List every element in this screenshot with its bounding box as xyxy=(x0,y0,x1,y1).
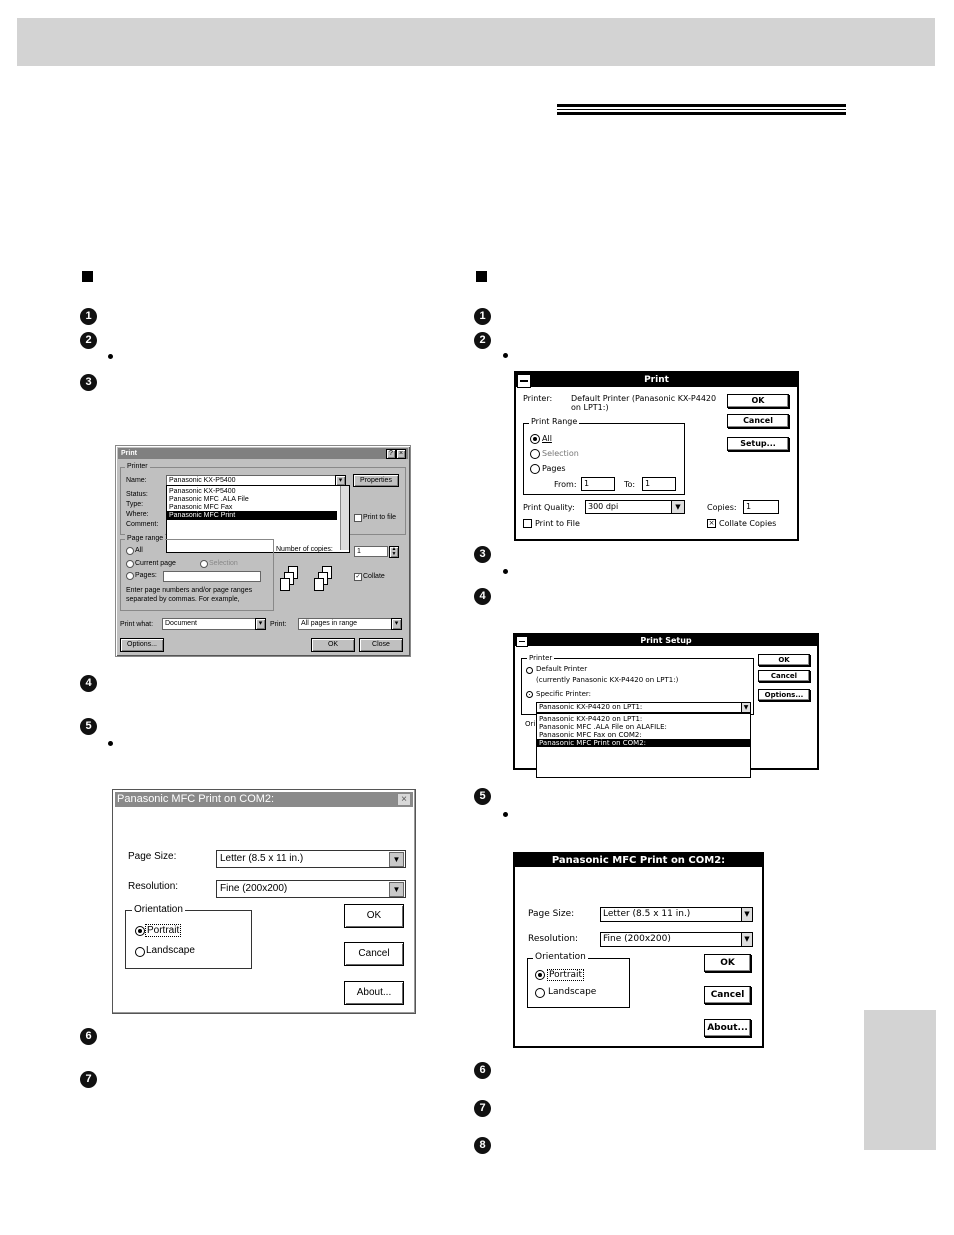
copies-label: Number of copies: xyxy=(276,546,333,553)
step-number: 5 xyxy=(474,788,491,805)
chevron-down-icon[interactable]: ▾ xyxy=(255,618,266,630)
orientation-group-stub: Ori xyxy=(525,720,536,728)
chevron-down-icon[interactable]: ▾ xyxy=(391,618,402,630)
selection-radio[interactable] xyxy=(530,449,540,459)
quality-label: Print Quality: xyxy=(523,503,575,512)
specific-printer-radio[interactable] xyxy=(526,691,533,698)
page-size-label: Page Size: xyxy=(528,909,575,919)
collate-label: Collate xyxy=(363,573,385,580)
portrait-radio[interactable] xyxy=(535,970,545,980)
collate-checkbox[interactable]: ✓ xyxy=(355,574,361,580)
print-select[interactable] xyxy=(298,618,392,630)
selection-label: Selection xyxy=(209,560,238,567)
page-size-select[interactable] xyxy=(216,850,406,868)
printer-dropdown-list[interactable] xyxy=(536,713,751,778)
close-button[interactable]: × xyxy=(397,793,411,806)
title-rule xyxy=(557,112,846,115)
bullet xyxy=(108,741,113,746)
cancel-button[interactable]: Cancel xyxy=(758,670,810,682)
list-item[interactable]: Panasonic KX-P5400 xyxy=(169,488,236,495)
step-number: 8 xyxy=(474,1137,491,1154)
step-number: 7 xyxy=(474,1100,491,1117)
win95-print-dialog xyxy=(115,445,411,657)
list-item[interactable]: Panasonic MFC Fax on COM2: xyxy=(539,731,642,739)
copies-value: 1 xyxy=(357,548,361,555)
list-item[interactable]: Panasonic MFC .ALA File on ALAFILE: xyxy=(539,723,667,731)
printer-group-label: Printer xyxy=(127,463,148,470)
dialog-title: Print Setup xyxy=(515,635,817,646)
orientation-label: Orientation xyxy=(134,904,183,915)
step-number: 2 xyxy=(80,332,97,349)
landscape-radio[interactable] xyxy=(135,947,145,957)
list-item-selected[interactable]: Panasonic MFC Print xyxy=(169,512,236,519)
landscape-label: Landscape xyxy=(548,987,597,997)
system-menu-icon[interactable] xyxy=(517,374,531,388)
chevron-down-icon[interactable]: ▼ xyxy=(389,852,404,867)
cancel-button[interactable]: Cancel xyxy=(704,986,751,1004)
resolution-value: Fine (200x200) xyxy=(603,934,671,944)
printer-value: Default Printer (Panasonic KX-P4420 on LPT1:) xyxy=(571,394,717,412)
copies-input[interactable] xyxy=(743,500,779,514)
win95-mfc-dialog xyxy=(112,789,416,1014)
properties-button[interactable]: Properties xyxy=(353,474,399,487)
specific-printer-select[interactable] xyxy=(536,702,751,713)
print-what-select[interactable] xyxy=(162,618,256,630)
dialog-title: Print xyxy=(118,448,408,459)
orientation-label: Orientation xyxy=(535,952,586,962)
all-radio[interactable] xyxy=(126,547,134,555)
all-radio[interactable] xyxy=(530,434,540,444)
bullet xyxy=(503,812,508,817)
win31-print-setup-dialog xyxy=(513,633,819,770)
copies-value: 1 xyxy=(746,502,752,511)
print-what-value: Document xyxy=(165,620,197,627)
orientation-group xyxy=(125,904,252,969)
page-size-value: Letter (8.5 x 11 in.) xyxy=(603,909,691,919)
chevron-down-icon[interactable]: ▼ xyxy=(741,908,752,921)
from-label: From: xyxy=(554,480,577,489)
dialog-title: Print xyxy=(516,373,797,387)
selection-radio[interactable] xyxy=(200,560,208,568)
list-item-selected[interactable]: Panasonic MFC Print on COM2: xyxy=(539,739,647,747)
printer-label: Printer: xyxy=(523,394,553,403)
from-value: 1 xyxy=(584,479,590,488)
all-label: All xyxy=(135,547,143,554)
print-value: All pages in range xyxy=(301,620,358,627)
header-bar xyxy=(17,18,935,66)
step-number: 4 xyxy=(80,675,97,692)
resolution-label: Resolution: xyxy=(528,934,579,944)
print-to-file-label: Print to file xyxy=(363,514,397,521)
step-number: 1 xyxy=(474,308,491,325)
ok-button[interactable]: OK xyxy=(727,394,789,408)
print-to-file-checkbox[interactable] xyxy=(354,514,362,522)
print-to-file-label: Print to File xyxy=(535,519,580,528)
page-size-value: Letter (8.5 x 11 in.) xyxy=(220,853,304,864)
title-rule xyxy=(557,104,846,107)
resolution-value: Fine (200x200) xyxy=(220,883,288,894)
bullet xyxy=(503,569,508,574)
system-menu-icon[interactable] xyxy=(516,636,528,647)
ok-button[interactable]: OK xyxy=(311,638,355,652)
bullet xyxy=(503,353,508,358)
ok-button[interactable]: OK xyxy=(344,904,404,928)
print-to-file-checkbox[interactable] xyxy=(523,519,532,528)
close-button[interactable]: × xyxy=(396,449,406,459)
pages-radio[interactable] xyxy=(126,572,134,580)
chevron-down-icon[interactable]: ▼ xyxy=(389,882,404,897)
dialog-title: Panasonic MFC Print on COM2: xyxy=(515,854,762,867)
page-range-label: Page range xyxy=(127,535,164,542)
step-number: 6 xyxy=(80,1028,97,1045)
step-number: 7 xyxy=(80,1071,97,1088)
options-button[interactable]: Options... xyxy=(758,689,810,701)
portrait-radio[interactable] xyxy=(135,926,145,936)
quality-select[interactable] xyxy=(585,500,685,514)
page-size-label: Page Size: xyxy=(128,851,177,862)
quality-value: 300 dpi xyxy=(588,502,619,511)
step-number: 2 xyxy=(474,332,491,349)
landscape-radio[interactable] xyxy=(535,988,545,998)
copies-input[interactable] xyxy=(354,546,388,557)
section-marker xyxy=(476,271,487,282)
win31-print-dialog xyxy=(514,371,799,541)
type-label: Type: xyxy=(126,501,144,508)
resolution-label: Resolution: xyxy=(128,881,179,892)
selection-label: Selection xyxy=(542,449,579,458)
portrait-label: Portrait xyxy=(549,970,583,980)
to-value: 1 xyxy=(645,479,651,488)
about-button[interactable]: About... xyxy=(704,1019,751,1037)
printer-name-value: Panasonic KX-P5400 xyxy=(169,477,236,484)
step-number: 3 xyxy=(474,546,491,563)
setup-button[interactable]: Setup... xyxy=(727,437,789,451)
cancel-button[interactable]: Cancel xyxy=(344,942,404,966)
print-range-label: Print Range xyxy=(531,417,578,426)
ok-button[interactable]: OK xyxy=(704,954,751,972)
step-number: 5 xyxy=(80,718,97,735)
where-label: Where: xyxy=(126,511,149,518)
pages-label: Pages: xyxy=(135,572,157,579)
resolution-select[interactable] xyxy=(600,932,753,947)
print-what-label: Print what: xyxy=(120,621,154,628)
range-help-text: Enter page numbers and/or page ranges separated by commas. For example, xyxy=(126,587,253,603)
list-item[interactable]: Panasonic MFC Fax xyxy=(169,504,233,511)
all-label: All xyxy=(542,434,552,443)
default-printer-radio[interactable] xyxy=(526,667,533,674)
printer-group-label: Printer xyxy=(529,654,553,662)
specific-printer-label: Specific Printer: xyxy=(536,690,591,698)
comment-label: Comment: xyxy=(126,521,159,528)
options-button[interactable]: Options... xyxy=(120,638,164,652)
portrait-label: Portrait xyxy=(147,925,180,936)
win31-mfc-dialog xyxy=(513,852,764,1048)
collate-checkbox[interactable]: × xyxy=(708,519,715,527)
print-label: Print: xyxy=(270,621,287,628)
chevron-down-icon[interactable]: ▾ xyxy=(335,475,346,486)
current-page-label: Current page xyxy=(135,560,176,567)
step-number: 3 xyxy=(80,374,97,391)
step-number: 1 xyxy=(80,308,97,325)
help-button[interactable]: ? xyxy=(386,449,396,459)
name-label: Name: xyxy=(126,477,147,484)
list-item[interactable]: Panasonic KX-P4420 on LPT1: xyxy=(539,715,643,723)
pages-input[interactable] xyxy=(163,571,261,582)
cancel-button[interactable]: Cancel xyxy=(727,414,789,428)
about-button[interactable]: About... xyxy=(344,981,404,1005)
chevron-down-icon[interactable]: ▼ xyxy=(741,703,750,712)
default-printer-note: (currently Panasonic KX-P4420 on LPT1:) xyxy=(536,676,679,684)
collate-label: Collate Copies xyxy=(719,519,777,528)
page-size-select[interactable] xyxy=(600,907,753,922)
close-action-button[interactable]: Close xyxy=(359,638,403,652)
bullet xyxy=(108,354,113,359)
landscape-label: Landscape xyxy=(146,945,195,956)
chevron-down-icon[interactable]: ▼ xyxy=(741,933,752,946)
to-input[interactable] xyxy=(642,477,676,491)
section-marker xyxy=(82,271,93,282)
default-printer-label: Default Printer xyxy=(536,665,588,673)
status-label: Status: xyxy=(126,491,148,498)
from-input[interactable] xyxy=(581,477,615,491)
step-number: 4 xyxy=(474,588,491,605)
step-number: 6 xyxy=(474,1062,491,1079)
pages-label: Pages xyxy=(542,464,566,473)
orientation-group xyxy=(527,952,630,1008)
copies-spinner[interactable]: ▲ ▼ xyxy=(389,546,399,558)
dialog-title: Panasonic MFC Print on COM2: xyxy=(117,793,275,805)
chapter-tab xyxy=(864,1010,936,1150)
scrollbar[interactable] xyxy=(340,486,349,550)
to-label: To: xyxy=(624,480,636,489)
specific-printer-value: Panasonic KX-P4420 on LPT1: xyxy=(539,703,643,711)
pages-radio[interactable] xyxy=(530,464,540,474)
current-page-radio[interactable] xyxy=(126,560,134,568)
chevron-down-icon[interactable]: ▼ xyxy=(671,501,684,513)
title-rule-thin xyxy=(557,109,846,110)
copies-label: Copies: xyxy=(707,503,737,512)
list-item[interactable]: Panasonic MFC .ALA File xyxy=(169,496,249,503)
ok-button[interactable]: OK xyxy=(758,654,810,666)
resolution-select[interactable] xyxy=(216,880,406,898)
